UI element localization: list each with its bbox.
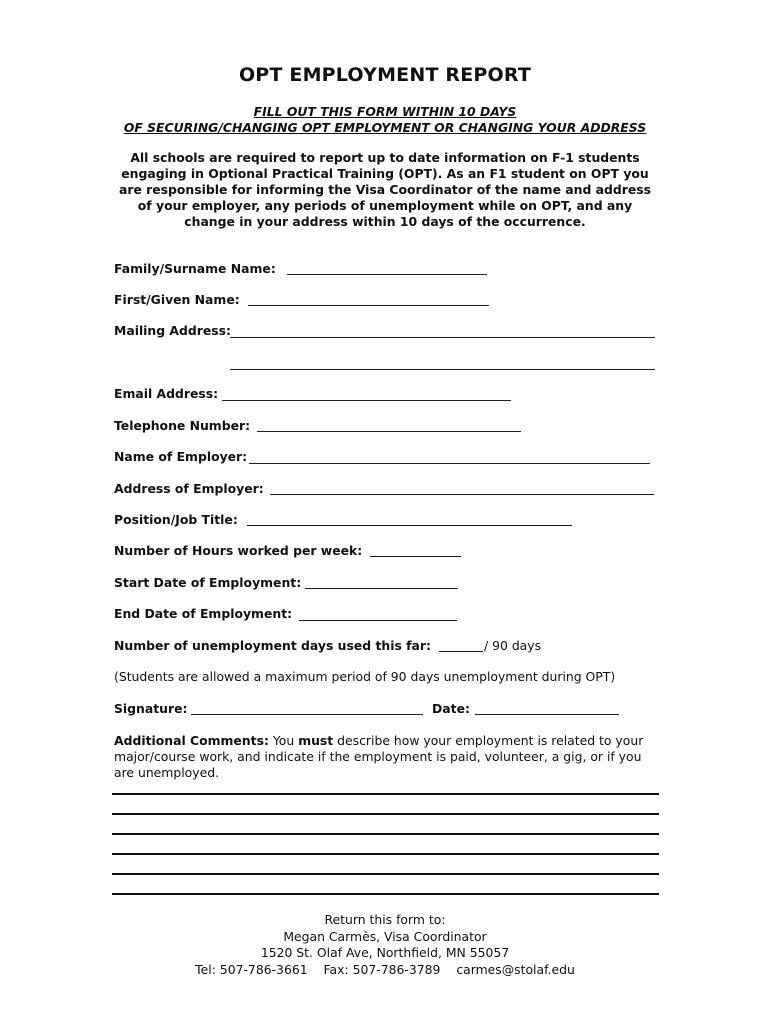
employer-address-field[interactable] (270, 494, 654, 495)
mailing-address: 1520 St. Olaf Ave, Northfield, MN 55057 (260, 945, 510, 960)
comments-line[interactable] (112, 853, 659, 855)
signature-label: Signature: (114, 701, 188, 716)
return-address-block (0, 912, 770, 978)
date-field[interactable] (475, 714, 619, 715)
unemployment-days-label: Number of unemployment days used this far: (114, 638, 431, 653)
date-label: Date: (432, 701, 470, 716)
return-heading: Return this form to: (324, 912, 446, 927)
unemployment-note: (Students are allowed a maximum period of 90 days unemployment during OPT) (114, 669, 616, 684)
hours-label: Number of Hours worked per week: (114, 543, 363, 558)
start-date-field[interactable] (305, 588, 458, 589)
unemployment-days-field[interactable] (439, 651, 483, 652)
fax-number: Fax: 507-786-3789 (323, 961, 441, 977)
first-name-field[interactable] (248, 305, 489, 306)
additional-comments-text: Additional Comments: You must describe how your employment is related to your major/course work, and indicate if the employment is paid, volunteer, a gig, or if you are unemployed. (114, 733, 644, 780)
comments-line[interactable] (112, 873, 659, 875)
coordinator-name: Megan Carmès, Visa Coordinator (283, 928, 487, 944)
signature-field[interactable] (191, 714, 423, 715)
start-date-label: Start Date of Employment: (114, 575, 302, 590)
instruction-line-2: OF SECURING/CHANGING OPT EMPLOYMENT OR CHANGING YOUR ADDRESS (123, 120, 647, 135)
telephone-label: Telephone Number: (114, 418, 251, 433)
form-title: OPT EMPLOYMENT REPORT (238, 64, 532, 86)
intro-paragraph: All schools are required to report up to date information on F-1 students engaging in Optional Practical Training (OPT). As an F1 student on OPT you are responsible for informing the Visa Coordinator of the name and address of your employer, any periods of unemployment while on OPT, and any change in your address within 10 days of the occurrence. (118, 150, 652, 229)
mailing-address-label: Mailing Address: (114, 323, 231, 338)
hours-field[interactable] (370, 556, 461, 557)
telephone-number: Tel: 507-786-3661 (195, 961, 308, 977)
telephone-field[interactable] (257, 431, 521, 432)
family-name-label: Family/Surname Name: (114, 261, 276, 276)
mailing-address-field-1[interactable] (230, 337, 655, 338)
mailing-address-field-2[interactable] (230, 369, 655, 370)
position-label: Position/Job Title: (114, 512, 238, 527)
first-name-label: First/Given Name: (114, 292, 240, 307)
end-date-field[interactable] (299, 620, 457, 621)
end-date-label: End Date of Employment: (114, 606, 293, 621)
employer-address-label: Address of Employer: (114, 481, 264, 496)
email-address[interactable]: carmes@stolaf.edu (456, 961, 575, 977)
additional-comments-label: Additional Comments: (114, 733, 269, 748)
comments-line[interactable] (112, 813, 659, 815)
instruction-line-1: FILL OUT THIS FORM WITHIN 10 DAYS (253, 104, 517, 119)
email-field[interactable] (222, 400, 511, 401)
position-field[interactable] (247, 525, 572, 526)
email-label: Email Address: (114, 386, 219, 401)
comments-line[interactable] (112, 793, 659, 795)
comments-line[interactable] (112, 893, 659, 895)
family-name-field[interactable] (287, 274, 487, 275)
contact-line (0, 962, 770, 979)
unemployment-days-suffix: / 90 days (484, 638, 542, 653)
employer-name-field[interactable] (249, 463, 650, 464)
comments-line[interactable] (112, 833, 659, 835)
employer-name-label: Name of Employer: (114, 449, 248, 464)
